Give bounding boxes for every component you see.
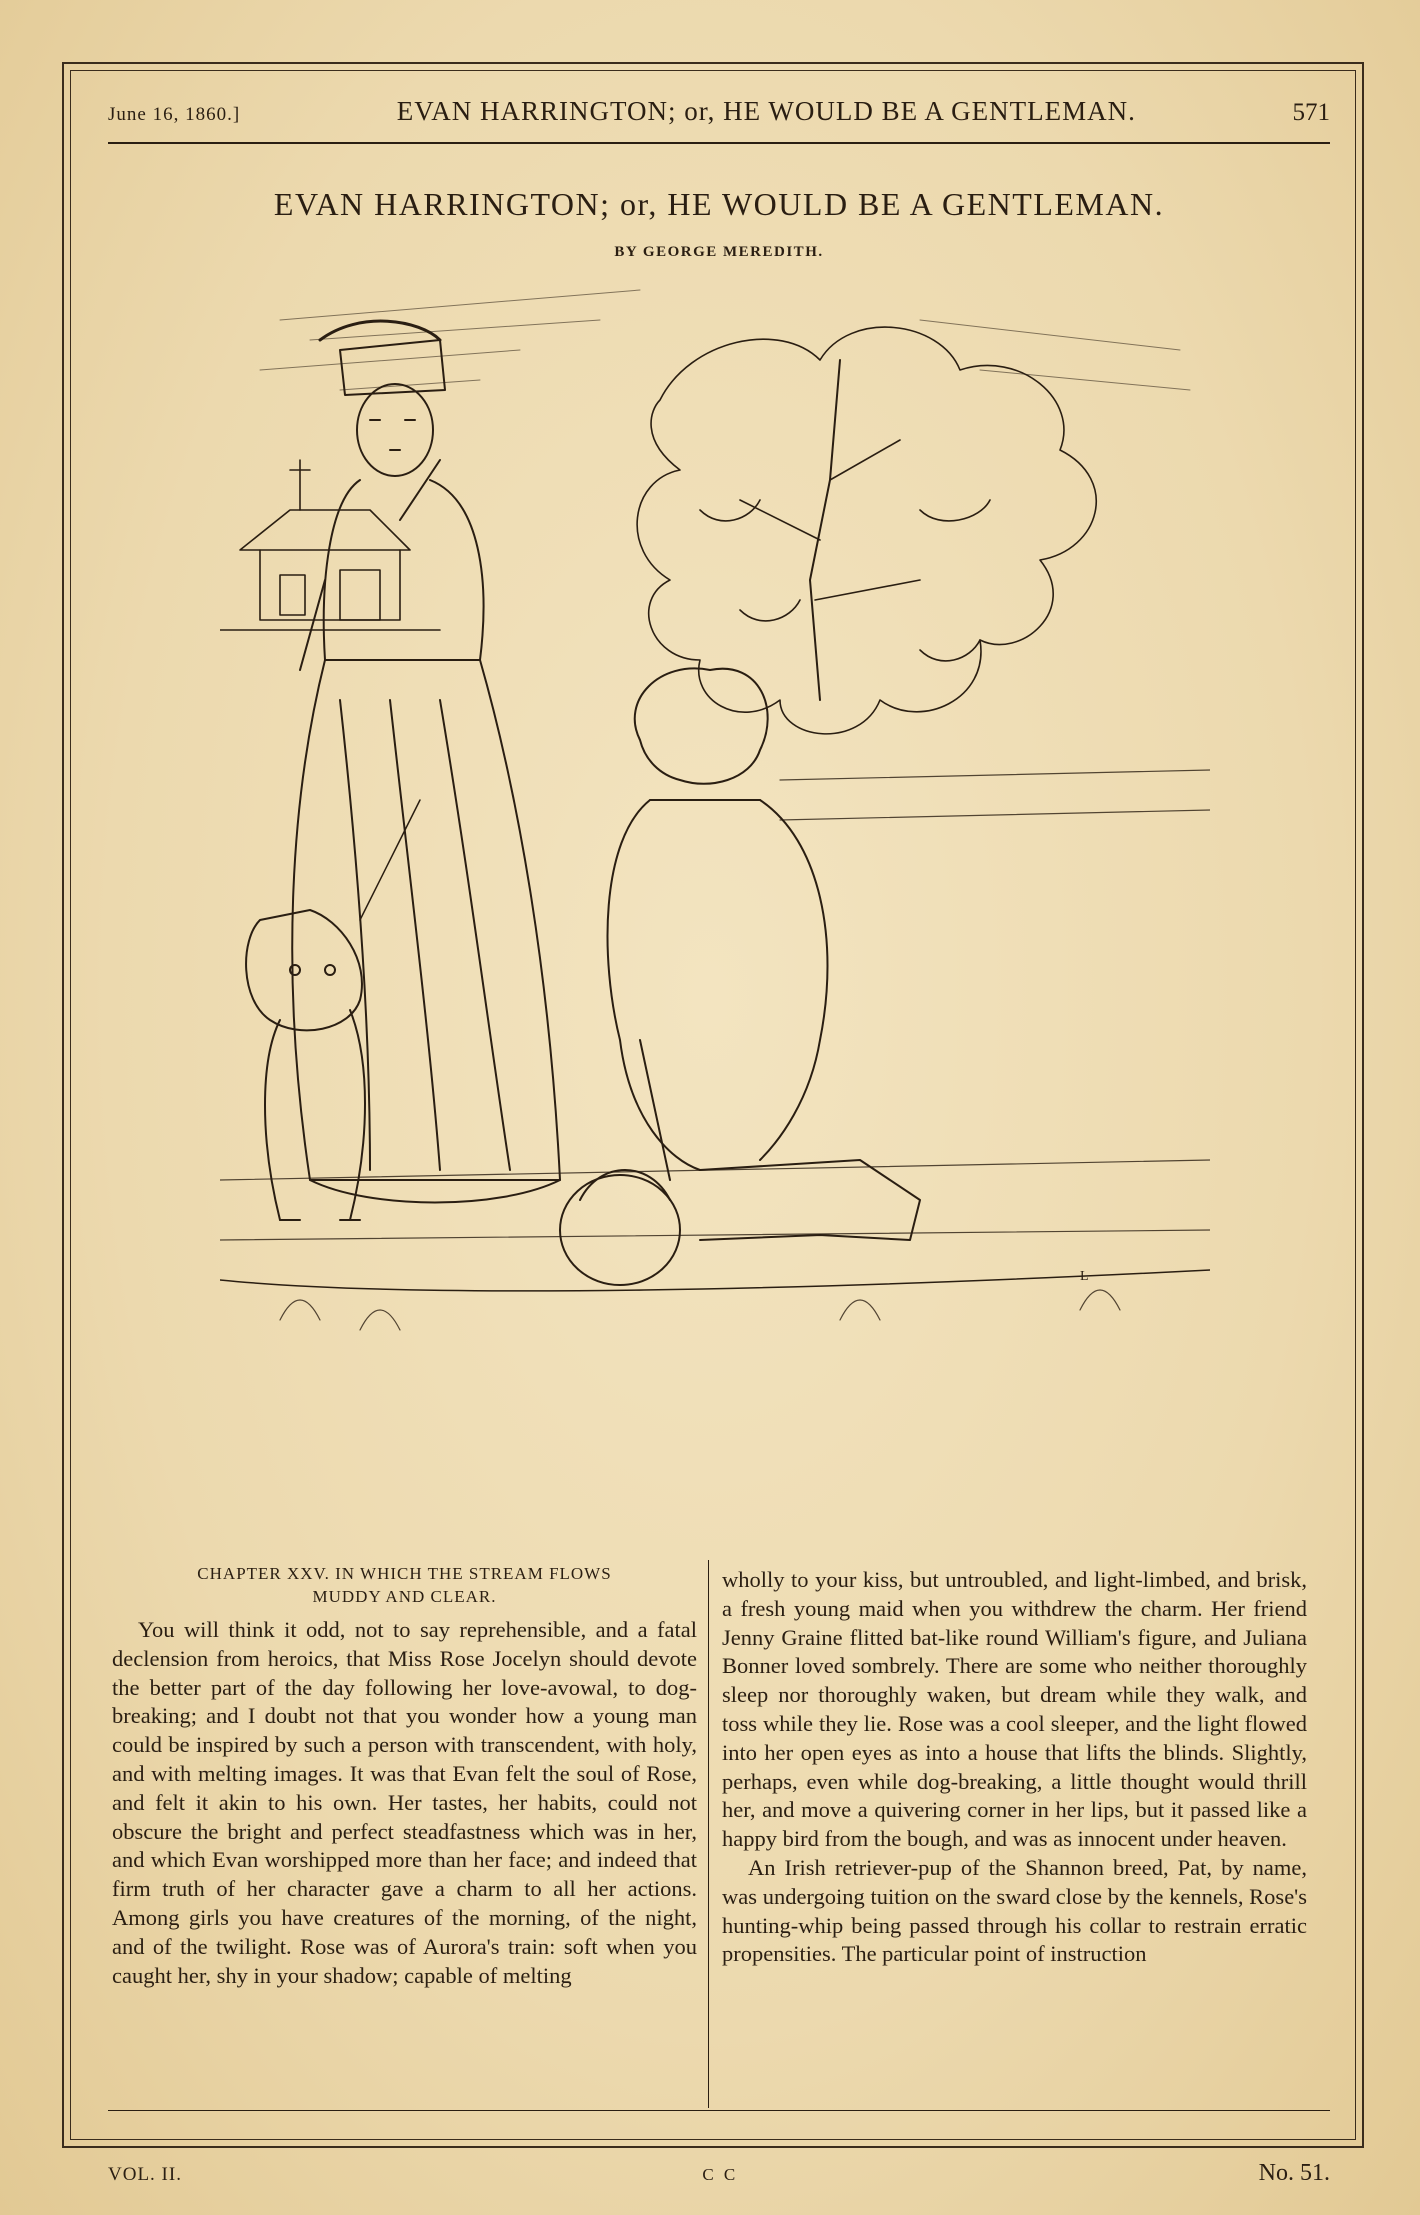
volume-label: VOL. II. <box>108 2164 182 2185</box>
running-head-date: June 16, 1860.] <box>108 104 241 125</box>
illustration-signature: L <box>1080 1269 1089 1284</box>
right-column <box>722 1566 1307 1969</box>
dog-figure <box>246 800 420 1220</box>
issue-number: No. 51. <box>1258 2160 1330 2186</box>
article-byline: BY GEORGE MEREDITH. <box>614 244 824 260</box>
column-divider <box>708 1560 709 2108</box>
ground-foreground <box>220 1270 1210 1291</box>
chapter-paragraph-1: You will think it odd, not to say reprehensible, and a fatal declension from heroics, that Miss Rose Jocelyn should devote the better part of the day following her love-avowal, to dog-breaking; and I doubt not that you wonder how a young man could be inspired by such a person with transcendent, with holy, and with melting images. It was that Evan felt the soul of Rose, and felt it akin to his own. Her tastes, her habits, could not obscure the bright and perfect steadfastness which was in her, and which Evan worshipped more than her face; and indeed that firm truth of her character gave a charm to all her actions. Among girls you have creatures of the morning, of the night, and of the twilight. Rose was of Aurora's train: soft when you caught her, shy in your shadow; capable of melting <box>112 1617 697 1988</box>
chapter-heading-line1: CHAPTER XXV. IN WHICH THE STREAM FLOWS <box>197 1564 612 1583</box>
chapter-paragraph-1-continued: wholly to your kiss, but untroubled, and light-limbed, and brisk, a fresh young maid when you withdrew the charm. Her friend Jenny Graine flitted bat-like round William's figure, and Juliana Bonner loved sombrely. There are some who neither thoroughly sleep nor thoroughly waken, but dream while they walk, and toss while they lie. Rose was a cool sleeper, and the light flowed into her open eyes as into a house that lifts the blinds. Slightly, perhaps, even while dog-breaking, a little thought would thrill her, and move a quivering corner in her lips, but it passed like a happy bird from the bough, and was as innocent under heaven. <box>722 1567 1307 1852</box>
chapter-heading-line2: MUDDY AND CLEAR. <box>312 1587 497 1606</box>
running-head <box>108 96 1330 144</box>
chapter-heading <box>112 1562 697 1608</box>
chapter-paragraph-2: An Irish retriever-pup of the Shannon breed, Pat, by name, was undergoing tuition on the sward close by the kennels, Rose's hunting-whip being passed through his collar to restrain erratic propensities. The particular point of instruction <box>722 1854 1307 1967</box>
left-column <box>112 1562 697 1990</box>
footer-rule <box>108 2110 1330 2111</box>
sky-hatching <box>260 290 1190 390</box>
tree-foliage <box>637 327 1096 734</box>
article-title: EVAN HARRINGTON; or, HE WOULD BE A GENTLEMAN. <box>273 186 1165 222</box>
standing-woman-figure <box>292 321 560 1202</box>
page-number: 571 <box>1292 99 1330 126</box>
engraving-illustration <box>220 280 1210 1520</box>
signature-mark: C C <box>702 2165 739 2184</box>
kneeling-man-figure <box>560 668 920 1285</box>
page-footer <box>108 2160 1330 2190</box>
running-head-title: EVAN HARRINGTON; or, HE WOULD BE A GENTLEMAN. <box>396 96 1136 126</box>
